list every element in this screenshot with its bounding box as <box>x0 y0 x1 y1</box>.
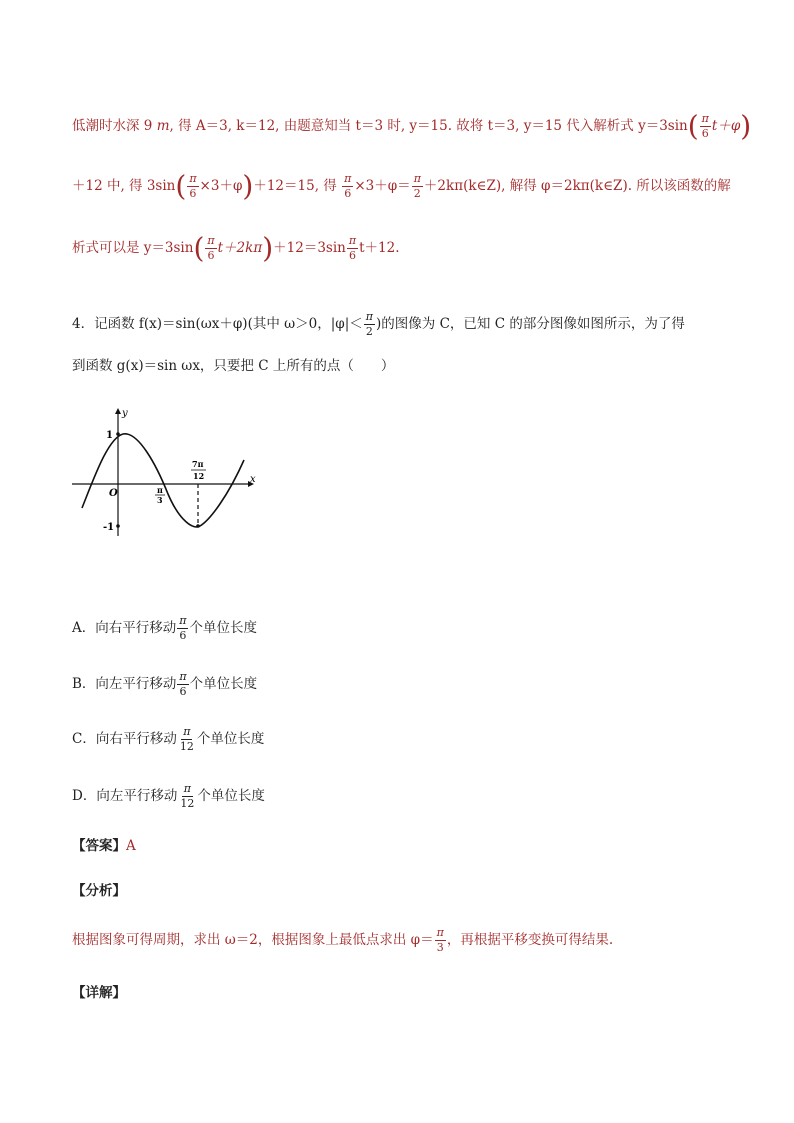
fraction <box>342 172 353 201</box>
option-prefix: D．向左平行移动 <box>72 788 178 804</box>
min-point <box>196 524 200 528</box>
tick-7pi12-den: 12 <box>193 471 205 481</box>
denominator: 12 <box>179 740 194 753</box>
fraction <box>187 172 198 201</box>
tick-pi3-num: π <box>157 485 163 495</box>
fraction <box>347 234 358 263</box>
detail-label: 【详解】 <box>72 985 126 1001</box>
paren-left: ( <box>687 109 699 143</box>
paren-left: ( <box>193 231 205 265</box>
option-a[interactable] <box>72 614 257 643</box>
tick-neg-one-label: -1 <box>103 522 115 533</box>
numerator: π <box>701 112 709 125</box>
text: ×3＋φ＝ <box>354 178 411 194</box>
denominator: 6 <box>348 249 356 262</box>
solution-line-3 <box>72 231 400 265</box>
tick-7pi12-num: 7π <box>192 459 204 469</box>
denominator: 6 <box>179 629 187 642</box>
option-suffix: 个单位长度 <box>189 620 257 636</box>
answer-section <box>72 834 136 854</box>
option-suffix: 个单位长度 <box>196 731 265 747</box>
option-prefix: A．向右平行移动 <box>72 620 177 636</box>
text: 根据图象可得周期，求出 ω＝2，根据图象上最低点求出 φ＝ <box>72 932 434 948</box>
fraction <box>205 234 216 263</box>
denominator: 3 <box>436 941 444 954</box>
sine-curve <box>82 434 244 527</box>
denominator: 6 <box>179 685 187 698</box>
x-axis-label: x <box>250 474 256 485</box>
text: ＋2kπ(k∈Z), 解得 φ＝2kπ(k∈Z). 所以该函数的解 <box>423 178 731 194</box>
text: 到函数 g(x)＝sin ωx，只要把 C 上所有的点（ ） <box>72 358 395 374</box>
numerator: π <box>348 234 357 247</box>
analysis-label: 【分析】 <box>72 883 126 899</box>
y-axis-arrow <box>115 408 121 414</box>
numerator: π <box>413 172 421 185</box>
fraction <box>364 310 375 339</box>
numerator: π <box>365 310 374 323</box>
solution-line-1 <box>72 109 752 143</box>
text: t＋2kπ <box>217 240 263 256</box>
text: t＋12. <box>359 240 400 256</box>
text: 4．记函数 f(x)＝sin(ωx＋φ)(其中 ω＞0，|φ|＜ <box>72 316 363 332</box>
text: ，再根据平移变换可得结果. <box>446 932 614 948</box>
numerator: π <box>207 234 215 247</box>
denominator: 6 <box>344 187 352 200</box>
text: ＋12＝3sin <box>273 240 346 256</box>
text: t＋φ <box>711 118 741 134</box>
numerator: π <box>183 725 191 738</box>
paren-left: ( <box>175 169 187 203</box>
numerator: π <box>183 782 191 795</box>
fraction <box>700 112 711 141</box>
text: ×3＋φ <box>199 178 243 194</box>
analysis-text <box>72 926 613 955</box>
answer-value: A <box>126 838 136 854</box>
text: , 得 A＝3, k＝12, 由题意知当 t＝3 时, y＝15. 故将 t＝3, y＝15 代入解析式 y＝3sin <box>169 118 688 134</box>
option-b[interactable] <box>72 670 257 699</box>
tick-pi3-den: 3 <box>157 495 163 505</box>
paren-right: ) <box>262 231 274 265</box>
text: ＋12 中, 得 3sin <box>72 178 176 194</box>
neg-one-point <box>116 524 120 528</box>
option-prefix: C．向右平行移动 <box>72 731 177 747</box>
paren-right: ) <box>242 169 254 203</box>
y-axis-label: y <box>122 408 128 419</box>
question-line-2 <box>72 354 394 374</box>
text: )的图像为 C，已知 C 的部分图像如图所示，为了得 <box>376 316 685 332</box>
sine-graph-figure <box>68 404 268 544</box>
one-point <box>116 432 120 436</box>
denominator: 2 <box>413 187 421 200</box>
unit-m: m <box>156 118 170 134</box>
text: ＋12＝15, 得 <box>253 178 337 194</box>
answer-label: 【答案】 <box>72 838 126 854</box>
tick-one-label: 1 <box>106 430 113 441</box>
option-c[interactable] <box>72 725 264 754</box>
question-line-1 <box>72 310 685 339</box>
origin-label: O <box>109 488 118 499</box>
denominator: 6 <box>701 127 709 140</box>
numerator: π <box>179 614 187 627</box>
denominator: 6 <box>189 187 197 200</box>
option-suffix: 个单位长度 <box>197 788 265 804</box>
option-suffix: 个单位长度 <box>189 676 258 692</box>
numerator: π <box>179 670 187 683</box>
denominator: 12 <box>180 797 195 810</box>
fraction <box>435 926 446 955</box>
text: 低潮时水深 9 <box>72 118 153 134</box>
fraction <box>178 782 196 811</box>
numerator: π <box>189 172 197 185</box>
numerator: π <box>436 926 444 939</box>
text: 析式可以是 y＝3sin <box>72 240 194 256</box>
numerator: π <box>344 172 352 185</box>
solution-line-2 <box>72 169 731 203</box>
option-prefix: B．向左平行移动 <box>72 676 177 692</box>
fraction <box>412 172 423 201</box>
denominator: 6 <box>207 249 215 262</box>
fraction <box>178 725 196 754</box>
fraction <box>177 614 188 643</box>
option-d[interactable] <box>72 782 265 811</box>
paren-right: ) <box>740 109 752 143</box>
fraction <box>177 670 188 699</box>
denominator: 2 <box>365 325 373 338</box>
